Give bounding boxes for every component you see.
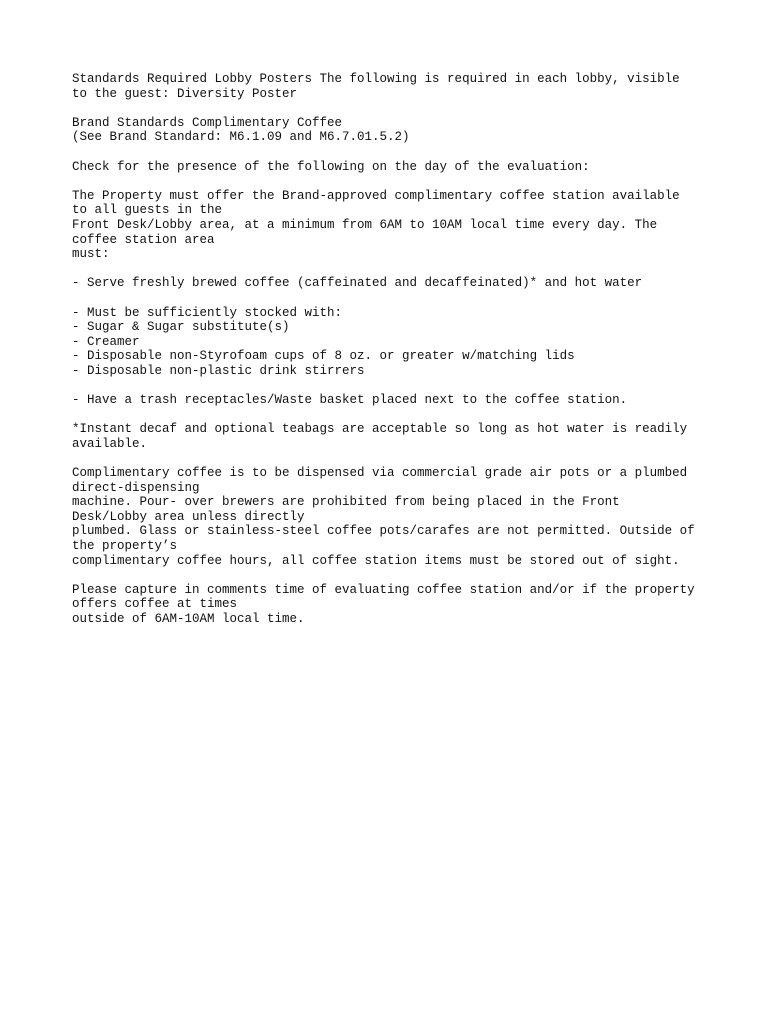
text-line: available. — [72, 436, 148, 451]
text-line: plumbed. Glass or stainless-steel coffee pots/carafes are not permitted. Outside of — [72, 524, 695, 539]
stock-list — [72, 306, 712, 379]
list-item: - Disposable non-plastic drink stirrers — [72, 363, 365, 378]
text-line: Check for the presence of the following on the day of the evaluation: — [72, 159, 590, 174]
list-item: - Have a trash receptacles/Waste basket placed next to the coffee station. — [72, 393, 628, 408]
text-line: Standards Required Lobby Posters The following is required in each lobby, visible — [72, 72, 680, 86]
text-line: Complimentary coffee is to be dispensed via commercial grade air pots or a plumbed — [72, 466, 688, 481]
list-item: - Creamer — [72, 334, 140, 349]
coffee-standard-heading — [72, 116, 712, 145]
comments-paragraph — [72, 583, 712, 627]
list-item: - Sugar & Sugar substitute(s) — [72, 320, 290, 335]
text-line: to the guest: Diversity Poster — [72, 86, 298, 101]
text-line: The Property must offer the Brand-approved complimentary coffee station available — [72, 188, 680, 203]
list-item: - Must be sufficiently stocked with: — [72, 305, 343, 320]
text-line: Desk/Lobby area unless directly — [72, 509, 305, 524]
text-line: machine. Pour- over brewers are prohibited from being placed in the Front — [72, 495, 620, 510]
dispensing-paragraph — [72, 466, 712, 568]
document-page — [72, 72, 712, 641]
trash-receptacle-item — [72, 393, 712, 408]
list-item: - Serve freshly brewed coffee (caffeinated and decaffeinated)* and hot water — [72, 276, 643, 291]
text-line: the property’s — [72, 539, 178, 553]
text-line: direct-dispensing — [72, 480, 200, 495]
text-line: coffee station area — [72, 232, 215, 247]
text-line: *Instant decaf and optional teabags are acceptable so long as hot water is readily — [72, 422, 688, 437]
text-line: Front Desk/Lobby area, at a minimum from 6AM to 10AM local time every day. The — [72, 217, 658, 232]
text-line: to all guests in the — [72, 203, 223, 218]
list-item: - Disposable non-Styrofoam cups of 8 oz. or greater w/matching lids — [72, 349, 575, 364]
text-line: must: — [72, 247, 110, 262]
text-line: outside of 6AM-10AM local time. — [72, 611, 305, 626]
text-line: complimentary coffee hours, all coffee station items must be stored out of sight. — [72, 553, 680, 568]
text-line: (See Brand Standard: M6.1.09 and M6.7.01.5.2) — [72, 130, 410, 145]
instant-decaf-note — [72, 422, 712, 451]
property-requirement-paragraph — [72, 189, 712, 262]
serve-coffee-item — [72, 276, 712, 291]
lobby-posters-paragraph — [72, 72, 712, 101]
check-instruction — [72, 160, 712, 175]
text-line: Please capture in comments time of evaluating coffee station and/or if the property — [72, 582, 695, 597]
text-line: Brand Standards Complimentary Coffee — [72, 115, 343, 130]
text-line: offers coffee at times — [72, 597, 238, 612]
